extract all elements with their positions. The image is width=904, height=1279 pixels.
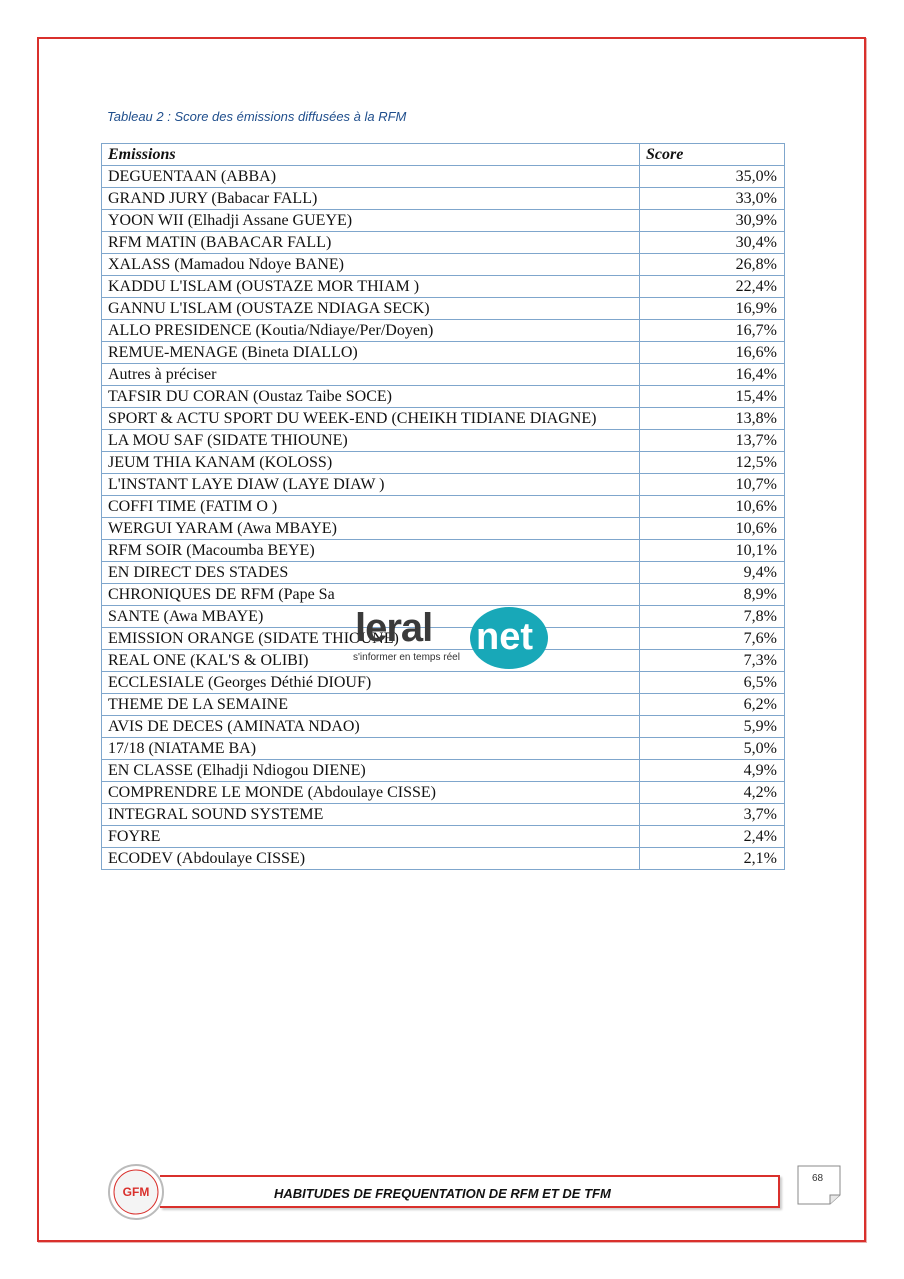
emission-name: XALASS (Mamadou Ndoye BANE): [102, 254, 640, 276]
table-row: [102, 848, 785, 870]
emission-score: 5,9%: [640, 716, 785, 738]
emission-score: 4,2%: [640, 782, 785, 804]
emission-score: 16,9%: [640, 298, 785, 320]
emission-name: GANNU L'ISLAM (OUSTAZE NDIAGA SECK): [102, 298, 640, 320]
emission-score: 10,1%: [640, 540, 785, 562]
table-row: [102, 694, 785, 716]
table-row: [102, 518, 785, 540]
emission-score: 15,4%: [640, 386, 785, 408]
emission-score: 10,6%: [640, 496, 785, 518]
emission-name: EMISSION ORANGE (SIDATE THIOUNE): [102, 628, 640, 650]
table-row: [102, 188, 785, 210]
header-score: Score: [640, 144, 785, 166]
table-row: [102, 408, 785, 430]
emission-score: 22,4%: [640, 276, 785, 298]
emission-name: EN DIRECT DES STADES: [102, 562, 640, 584]
table-caption: Tableau 2 : Score des émissions diffusées à la RFM: [107, 109, 407, 124]
emission-name: L'INSTANT LAYE DIAW (LAYE DIAW ): [102, 474, 640, 496]
emission-score: 4,9%: [640, 760, 785, 782]
table-row: [102, 430, 785, 452]
emission-name: REMUE-MENAGE (Bineta DIALLO): [102, 342, 640, 364]
emission-name: JEUM THIA KANAM (KOLOSS): [102, 452, 640, 474]
emission-name: REAL ONE (KAL'S & OLIBI): [102, 650, 640, 672]
emission-name: COMPRENDRE LE MONDE (Abdoulaye CISSE): [102, 782, 640, 804]
table-row: [102, 298, 785, 320]
table-row: [102, 232, 785, 254]
table-header-row: [102, 144, 785, 166]
table-row: [102, 386, 785, 408]
footer-title: HABITUDES DE FREQUENTATION DE RFM ET DE TFM: [274, 1186, 611, 1201]
emission-name: LA MOU SAF (SIDATE THIOUNE): [102, 430, 640, 452]
emission-score: 10,7%: [640, 474, 785, 496]
table-row: [102, 496, 785, 518]
emission-score: 3,7%: [640, 804, 785, 826]
emission-score: 2,1%: [640, 848, 785, 870]
emission-name: THEME DE LA SEMAINE: [102, 694, 640, 716]
emission-name: INTEGRAL SOUND SYSTEME: [102, 804, 640, 826]
emission-name: YOON WII (Elhadji Assane GUEYE): [102, 210, 640, 232]
emission-name: AVIS DE DECES (AMINATA NDAO): [102, 716, 640, 738]
emission-score: 7,3%: [640, 650, 785, 672]
emission-score: 13,7%: [640, 430, 785, 452]
emission-score: 7,6%: [640, 628, 785, 650]
watermark-brand: leral: [355, 606, 433, 650]
emission-score: 6,2%: [640, 694, 785, 716]
emission-name: CHRONIQUES DE RFM (Pape Sa: [102, 584, 640, 606]
emission-name: WERGUI YARAM (Awa MBAYE): [102, 518, 640, 540]
emission-name: ECODEV (Abdoulaye CISSE): [102, 848, 640, 870]
table-row: [102, 804, 785, 826]
header-emissions: Emissions: [102, 144, 640, 166]
watermark-suffix: net: [476, 616, 533, 658]
emission-score: 5,0%: [640, 738, 785, 760]
scores-table: [101, 143, 785, 870]
emission-name: TAFSIR DU CORAN (Oustaz Taibe SOCE): [102, 386, 640, 408]
emission-score: 12,5%: [640, 452, 785, 474]
table-row: [102, 320, 785, 342]
emission-score: 16,4%: [640, 364, 785, 386]
emission-name: DEGUENTAAN (ABBA): [102, 166, 640, 188]
emission-score: 30,4%: [640, 232, 785, 254]
emission-name: SANTE (Awa MBAYE): [102, 606, 640, 628]
emission-score: 7,8%: [640, 606, 785, 628]
table-row: [102, 364, 785, 386]
page-number-box: [797, 1165, 841, 1205]
table-row: [102, 276, 785, 298]
table-row: [102, 584, 785, 606]
emission-score: 9,4%: [640, 562, 785, 584]
emission-score: 10,6%: [640, 518, 785, 540]
table-row: [102, 254, 785, 276]
gfm-logo: [107, 1163, 165, 1221]
table-row: [102, 716, 785, 738]
emission-name: EN CLASSE (Elhadji Ndiogou DIENE): [102, 760, 640, 782]
gfm-logo-text: GFM: [122, 1185, 150, 1199]
emission-score: 2,4%: [640, 826, 785, 848]
emission-name: ECCLESIALE (Georges Déthié DIOUF): [102, 672, 640, 694]
emission-score: 16,6%: [640, 342, 785, 364]
emission-score: 33,0%: [640, 188, 785, 210]
emission-score: 30,9%: [640, 210, 785, 232]
table-row: [102, 474, 785, 496]
page-number: 68: [812, 1173, 824, 1184]
emission-name: COFFI TIME (FATIM O ): [102, 496, 640, 518]
emission-name: Autres à préciser: [102, 364, 640, 386]
leralnet-watermark: [350, 605, 550, 675]
emission-name: GRAND JURY (Babacar FALL): [102, 188, 640, 210]
emission-score: 35,0%: [640, 166, 785, 188]
table-row: [102, 562, 785, 584]
table-row: [102, 342, 785, 364]
table-row: [102, 782, 785, 804]
table-row: [102, 826, 785, 848]
watermark-tagline: s'informer en temps réel: [353, 652, 460, 663]
table-row: [102, 452, 785, 474]
emission-name: RFM SOIR (Macoumba BEYE): [102, 540, 640, 562]
table-row: [102, 738, 785, 760]
emission-name: ALLO PRESIDENCE (Koutia/Ndiaye/Per/Doyen): [102, 320, 640, 342]
table-row: [102, 760, 785, 782]
emission-name: 17/18 (NIATAME BA): [102, 738, 640, 760]
emission-name: KADDU L'ISLAM (OUSTAZE MOR THIAM ): [102, 276, 640, 298]
emission-score: 8,9%: [640, 584, 785, 606]
emission-score: 16,7%: [640, 320, 785, 342]
emission-score: 26,8%: [640, 254, 785, 276]
emission-name: SPORT & ACTU SPORT DU WEEK-END (CHEIKH TIDIANE DIAGNE): [102, 408, 640, 430]
table-row: [102, 166, 785, 188]
emission-name: RFM MATIN (BABACAR FALL): [102, 232, 640, 254]
emission-score: 6,5%: [640, 672, 785, 694]
table-row: [102, 210, 785, 232]
emission-score: 13,8%: [640, 408, 785, 430]
emission-name: FOYRE: [102, 826, 640, 848]
table-row: [102, 540, 785, 562]
